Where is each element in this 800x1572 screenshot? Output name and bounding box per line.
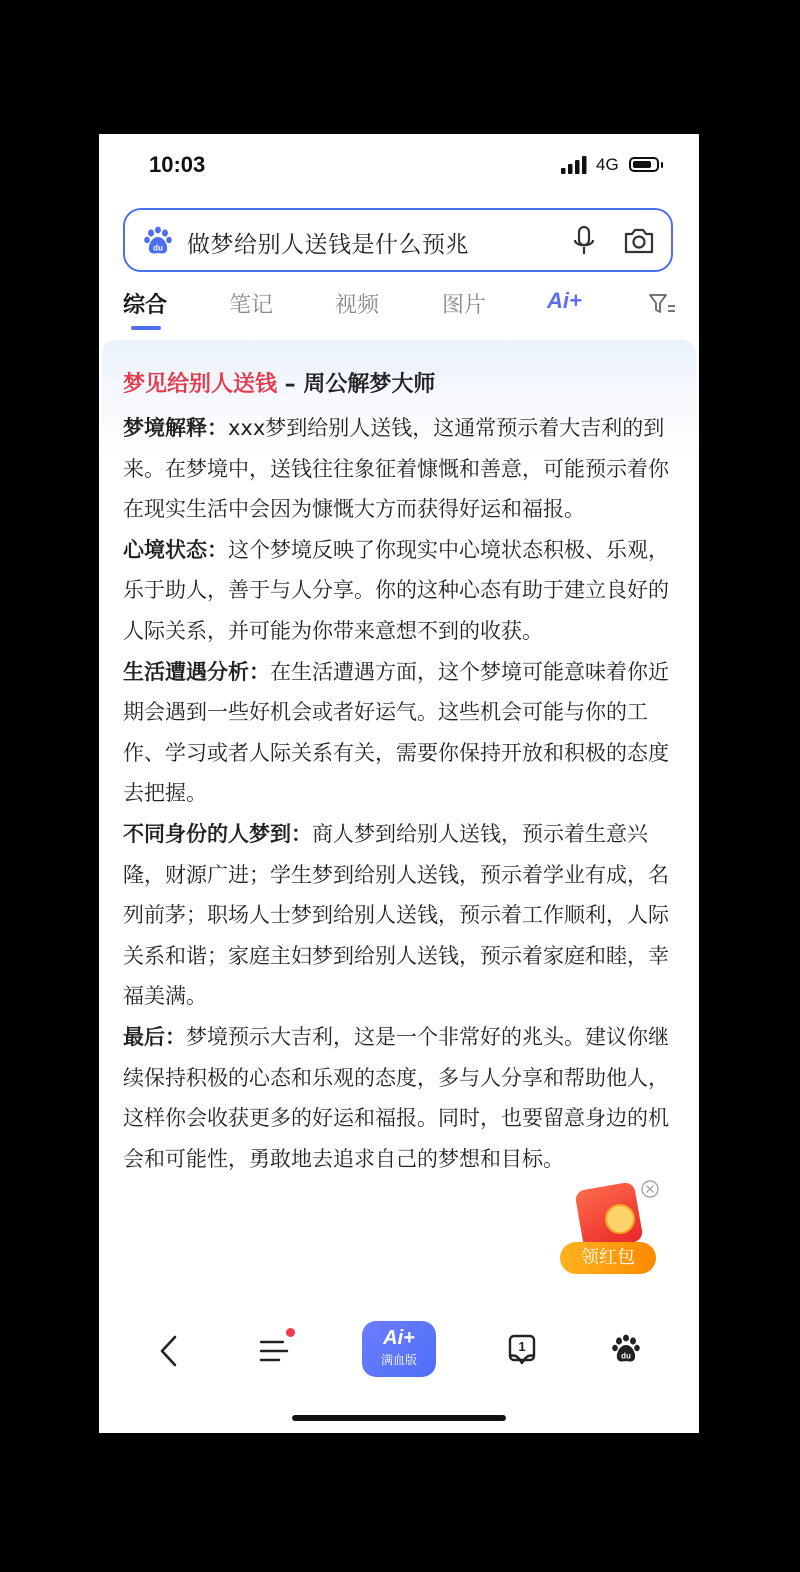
baidu-home-icon[interactable] [611, 1334, 641, 1364]
paragraph-text: 商人梦到给别人送钱，预示着生意兴隆，财源广进；学生梦到给别人送钱，预示着学业有成，名列前茅；职场人士梦到给别人送钱，预示着工作顺利，人际关系和谐；家庭主妇梦到给别人送钱，预示着家庭和睦，幸福美满。 [123, 821, 669, 1009]
result-title[interactable] [123, 367, 435, 398]
paragraph-label: 梦境解释： [123, 416, 228, 440]
baidu-paw-icon [143, 226, 173, 256]
back-icon[interactable] [157, 1334, 181, 1368]
paragraph-conclusion [123, 1017, 679, 1179]
red-packet-button[interactable]: 领红包 [560, 1242, 656, 1274]
paragraph-text: 这个梦境反映了你现实中心境状态积极、乐观，乐于助人，善于与人分享。你的这种心态有助于建立良好的人际关系，并可能为你带来意想不到的收获。 [123, 537, 669, 643]
paragraph-label: 心境状态： [123, 537, 228, 562]
svg-text:du: du [153, 243, 163, 253]
result-title-source: – 周公解梦大师 [277, 372, 436, 397]
menu-icon[interactable] [259, 1336, 289, 1366]
filter-icon[interactable] [648, 292, 676, 316]
phone-screen [99, 134, 699, 1433]
paragraph-text: 梦境预示大吉利，这是一个非常好的兆头。建议你继续保持积极的心态和乐观的态度，多与人分享和帮助他人，这样你会收获更多的好运和福报。同时，也要留意身边的机会和可能性，勇敢地去追求自己的梦想和目标。 [123, 1024, 669, 1171]
coin-icon [605, 1204, 635, 1234]
tabs-count-icon[interactable] [506, 1334, 538, 1366]
paragraph-identities [123, 814, 679, 1017]
ai-full-version-button[interactable] [362, 1321, 436, 1377]
status-time: 10:03 [149, 152, 206, 177]
tab-ai[interactable]: Ai+ [547, 288, 582, 313]
paragraph-mood-state [123, 530, 679, 652]
ai-button-label: Ai+ [383, 1327, 415, 1349]
search-bar[interactable] [123, 208, 673, 272]
signal-icon [561, 156, 589, 174]
search-tabs [99, 274, 699, 334]
home-indicator[interactable] [292, 1415, 506, 1421]
ai-button-sublabel: 满血版 [380, 1353, 417, 1367]
network-type: 4G [596, 155, 619, 174]
status-bar [99, 134, 699, 198]
tab-images[interactable]: 图片 [442, 293, 487, 318]
search-input[interactable]: 做梦给别人送钱是什么预兆 [187, 232, 469, 258]
paragraph-text: 在生活遭遇方面，这个梦境可能意味着你近期会遇到一些好机会或者好运气。这些机会可能与你的工作、学习或者人际关系有关，需要你保持开放和积极的态度去把握。 [123, 659, 669, 806]
tab-all[interactable]: 综合 [123, 293, 168, 318]
paragraph-text: xxx梦到给别人送钱，这通常预示着大吉利的到来。在梦境中，送钱往往象征着慷慨和善意，可能预示着你在现实生活中会因为慷慨大方而获得好运和福报。 [123, 416, 669, 522]
svg-text:du: du [621, 1351, 631, 1361]
tab-count: 1 [518, 1339, 526, 1354]
active-tab-indicator [131, 326, 161, 330]
paragraph-dream-explanation [123, 408, 679, 530]
paragraph-label: 生活遭遇分析： [123, 659, 270, 684]
result-body [123, 408, 679, 1179]
paragraph-label: 不同身份的人梦到： [123, 821, 312, 846]
tab-video[interactable]: 视频 [335, 293, 380, 318]
camera-icon[interactable] [622, 225, 656, 257]
microphone-icon[interactable] [569, 225, 599, 257]
close-icon[interactable] [641, 1180, 659, 1198]
battery-icon [629, 157, 659, 172]
paragraph-label: 最后： [123, 1024, 186, 1049]
paragraph-life-analysis [123, 652, 679, 814]
tab-notes[interactable]: 笔记 [229, 293, 274, 318]
notification-dot [286, 1328, 295, 1337]
battery-tip [661, 162, 663, 168]
result-title-highlight: 梦见给别人送钱 [123, 372, 278, 397]
bottom-navigation [99, 1314, 699, 1433]
